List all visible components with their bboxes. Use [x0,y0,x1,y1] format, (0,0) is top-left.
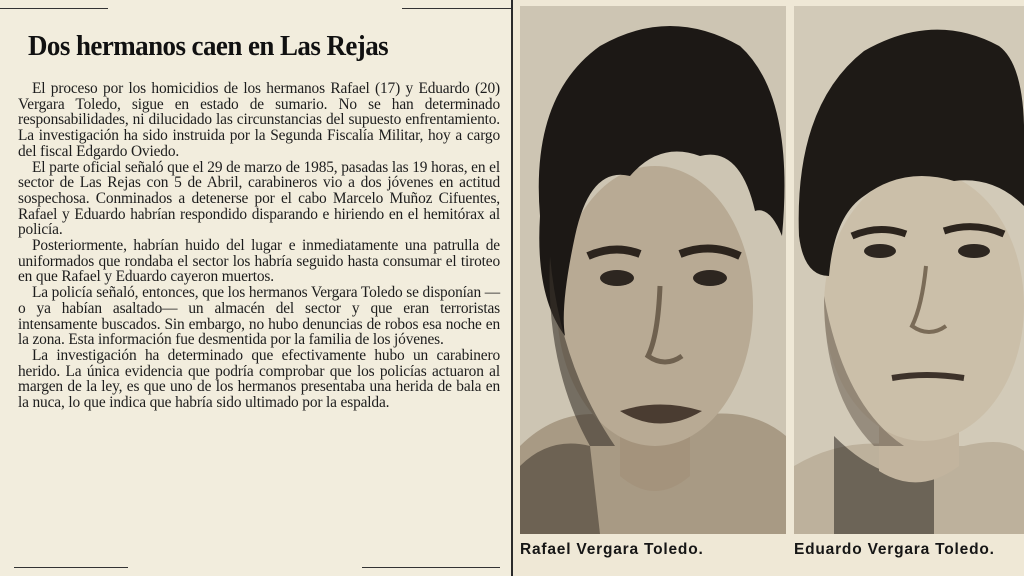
paragraph-2: El parte oficial señaló que el 29 de marzo de 1985, pasadas las 19 horas, en el sector de Las Rejas con 5 de Abril, carabineros vio a dos jóvenes en actitud sospechosa. Conminados a detenerse por el cabo Marcelo Muñoz Cifuentes, Rafael y Eduardo habrían respondido disparando e hiriendo en el hemitórax al policía. [18,158,500,239]
paragraph-5: La investigación ha determinado que efectivamente hubo un carabinero herido. La única evidencia que podría comprobar que los policías actuaron al margen de la ley, es que uno de los hermanos presentaba una herida de bala en la nuca, lo que indica que habría sido ultimado por la espalda. [18,346,500,412]
photo-panel [513,0,1024,576]
caption-eduardo: Eduardo Vergara Toledo. [794,541,995,558]
portrait-photo-icon [520,6,786,534]
portrait-photo-rafael [520,6,786,534]
headline: Dos hermanos caen en Las Rejas [28,30,389,62]
bottom-rule-left [14,567,128,568]
top-rule-left [0,8,108,9]
caption-rafael: Rafael Vergara Toledo. [520,541,704,558]
paragraph-3: Posteriormente, habrían huido del lugar e inmediatamente una patrulla de uniformados que rondaba el sector los habría seguido hasta consumar el tiroteo en que Rafael y Eduardo cayeron muertos. [18,237,500,286]
paragraph-4: La policía señaló, entonces, que los hermanos Vergara Toledo se disponían —o ya habían asaltado— un almacén del sector y que eran terroristas intensamente buscados. Sin embargo, no hubo denuncias de robos esa noche en la zona. Esta información fue desmentida por la familia de los jóvenes. [18,284,500,349]
article-body [18,81,500,411]
bottom-rule-right [362,567,500,568]
top-rule-right [402,8,512,9]
portrait-photo-eduardo [794,6,1024,534]
portrait-photo-icon [794,6,1024,534]
paragraph-1: El proceso por los homicidios de los hermanos Rafael (17) y Eduardo (20) Vergara Toledo, sigue en estado de sumario. No se han determinado responsabilidades, ni dilucidado las circunstancias del supuesto enfrentamiento. La investigación ha sido instruida por la Segunda Fiscalía Militar, hoy a cargo del fiscal Edgardo Oviedo. [18,80,500,160]
